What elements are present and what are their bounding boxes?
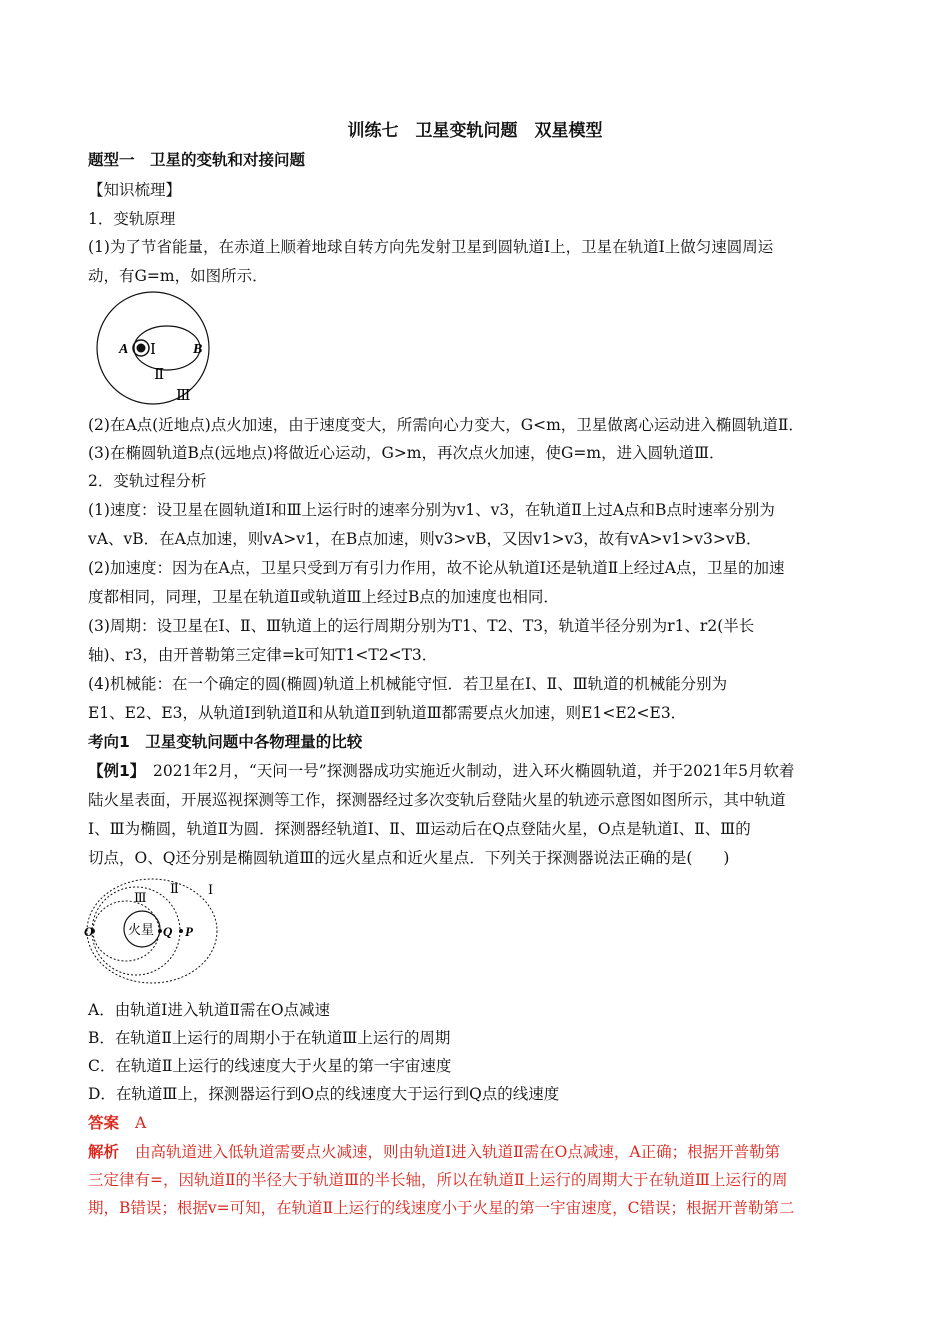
option-c: C．在轨道Ⅱ上运行的线速度大于火星的第一宇宙速度 [88, 1057, 452, 1075]
paragraph: 1．变轨原理 [88, 210, 176, 228]
point-q-label: Q [163, 924, 173, 939]
orbit-1-label: Ⅰ [150, 342, 156, 358]
orbit-1-label: Ⅰ [208, 882, 214, 897]
example-line [88, 761, 795, 781]
mars-label: 火星 [128, 922, 155, 937]
paragraph: 度都相同，同理，卫星在轨道Ⅱ或轨道Ⅲ上经过B点的加速度也相同． [88, 588, 559, 606]
analysis-label: 解析 [88, 1143, 120, 1161]
point-b-label: B [193, 342, 203, 357]
paragraph: 2．变轨过程分析 [88, 472, 207, 490]
page-title: 训练七 卫星变轨问题 双星模型 [347, 121, 603, 141]
analysis-text: 由高轨道进入低轨道需要点火减速，则由轨道Ⅰ进入轨道Ⅱ需在O点减速，A正确；根据开普勒第 [135, 1143, 781, 1161]
analysis-text: 期，B错误；根据v=可知，在轨道Ⅱ上运行的线速度小于火星的第一宇宙速度，C错误；根据开普勒第二 [88, 1199, 795, 1217]
option-b: B．在轨道Ⅱ上运行的周期小于在轨道Ⅲ上运行的周期 [88, 1029, 451, 1047]
paragraph: 切点，O、Q还分别是椭圆轨道Ⅲ的远火星点和近火星点．下列关于探测器说法正确的是( ) [88, 849, 730, 867]
paragraph: (2)加速度：因为在A点，卫星只受到万有引力作用，故不论从轨道Ⅰ还是轨道Ⅱ上经过A点，卫星的加速 [88, 559, 785, 577]
option-a: A．由轨道Ⅰ进入轨道Ⅱ需在O点减速 [88, 1001, 331, 1019]
analysis-text: 三定律有=，因轨道Ⅱ的半径大于轨道Ⅲ的半长轴，所以在轨道Ⅱ上运行的周期大于在轨道Ⅲ上运行的周 [88, 1171, 788, 1189]
paragraph: 轴)、r3，由开普勒第三定律=k可知T1<T2<T3． [88, 646, 438, 664]
paragraph: (1)为了节省能量，在赤道上顺着地球自转方向先发射卫星到圆轨道Ⅰ上，卫星在轨道Ⅰ上做匀速圆周运 [88, 238, 774, 256]
paragraph: E1、E2、E3，从轨道Ⅰ到轨道Ⅱ和从轨道Ⅱ到轨道Ⅲ都需要点火加速，则E1<E2<E3． [88, 704, 687, 722]
answer-value: A [135, 1114, 147, 1132]
paragraph: 陆火星表面，开展巡视探测等工作，探测器经过多次变轨后登陆火星的轨迹示意图如图所示，其中轨道 [88, 791, 786, 809]
example-label: 【例1】 [88, 762, 138, 780]
option-d: D．在轨道Ⅲ上，探测器运行到O点的线速度大于运行到Q点的线速度 [88, 1085, 560, 1103]
point-a-label: A [119, 342, 129, 357]
paragraph: (3)在椭圆轨道B点(远地点)将做近心运动，G>m，再次点火加速，使G=m，进入圆轨道Ⅲ． [88, 444, 725, 462]
paragraph: Ⅰ、Ⅲ为椭圆，轨道Ⅱ为圆．探测器经轨道Ⅰ、Ⅱ、Ⅲ运动后在Q点登陆火星，O点是轨道Ⅰ、Ⅱ、Ⅲ的 [88, 820, 751, 838]
analysis-line [88, 1142, 780, 1162]
mars-orbit-diagram [84, 876, 224, 988]
paragraph: (1)速度：设卫星在圆轨道Ⅰ和Ⅲ上运行时的速率分别为v1、v3，在轨道Ⅱ上过A点和B点时速率分别为 [88, 501, 775, 519]
point-p-label: P [185, 924, 193, 939]
paragraph: (4)机械能：在一个确定的圆(椭圆)轨道上机械能守恒．若卫星在Ⅰ、Ⅱ、Ⅲ轨道的机械能分别为 [88, 675, 728, 693]
orbit-2-label: Ⅱ [170, 881, 179, 896]
answer-line [88, 1113, 146, 1133]
knowledge-heading: 【知识梳理】 [88, 181, 182, 199]
section-heading: 题型一 卫星的变轨和对接问题 [88, 151, 306, 169]
subsection-heading: 考向1 卫星变轨问题中各物理量的比较 [88, 733, 363, 751]
orbit-transfer-diagram [88, 288, 218, 406]
example-text: 2021年2月，“天问一号”探测器成功实施近火制动，进入环火椭圆轨道，并于2021年5月软着 [137, 762, 795, 780]
paragraph: vA、vB．在A点加速，则vA>v1，在B点加速，则v3>vB，又因v1>v3，故有vA>v1>v3>vB． [88, 530, 762, 548]
orbit-2-label: Ⅱ [154, 367, 165, 383]
paragraph: 动，有G=m，如图所示． [88, 267, 268, 285]
paragraph: (2)在A点(近地点)点火加速，由于速度变大，所需向心力变大，G<m，卫星做离心运动进入椭圆轨道Ⅱ． [88, 416, 804, 434]
orbit-3-label: Ⅲ [176, 388, 191, 404]
paragraph: (3)周期：设卫星在Ⅰ、Ⅱ、Ⅲ轨道上的运行周期分别为T1、T2、T3，轨道半径分别为r1、r2(半长 [88, 617, 755, 635]
orbit-3-label: Ⅲ [134, 890, 147, 905]
point-o-label: O [84, 924, 94, 939]
answer-label: 答案 [88, 1114, 120, 1132]
